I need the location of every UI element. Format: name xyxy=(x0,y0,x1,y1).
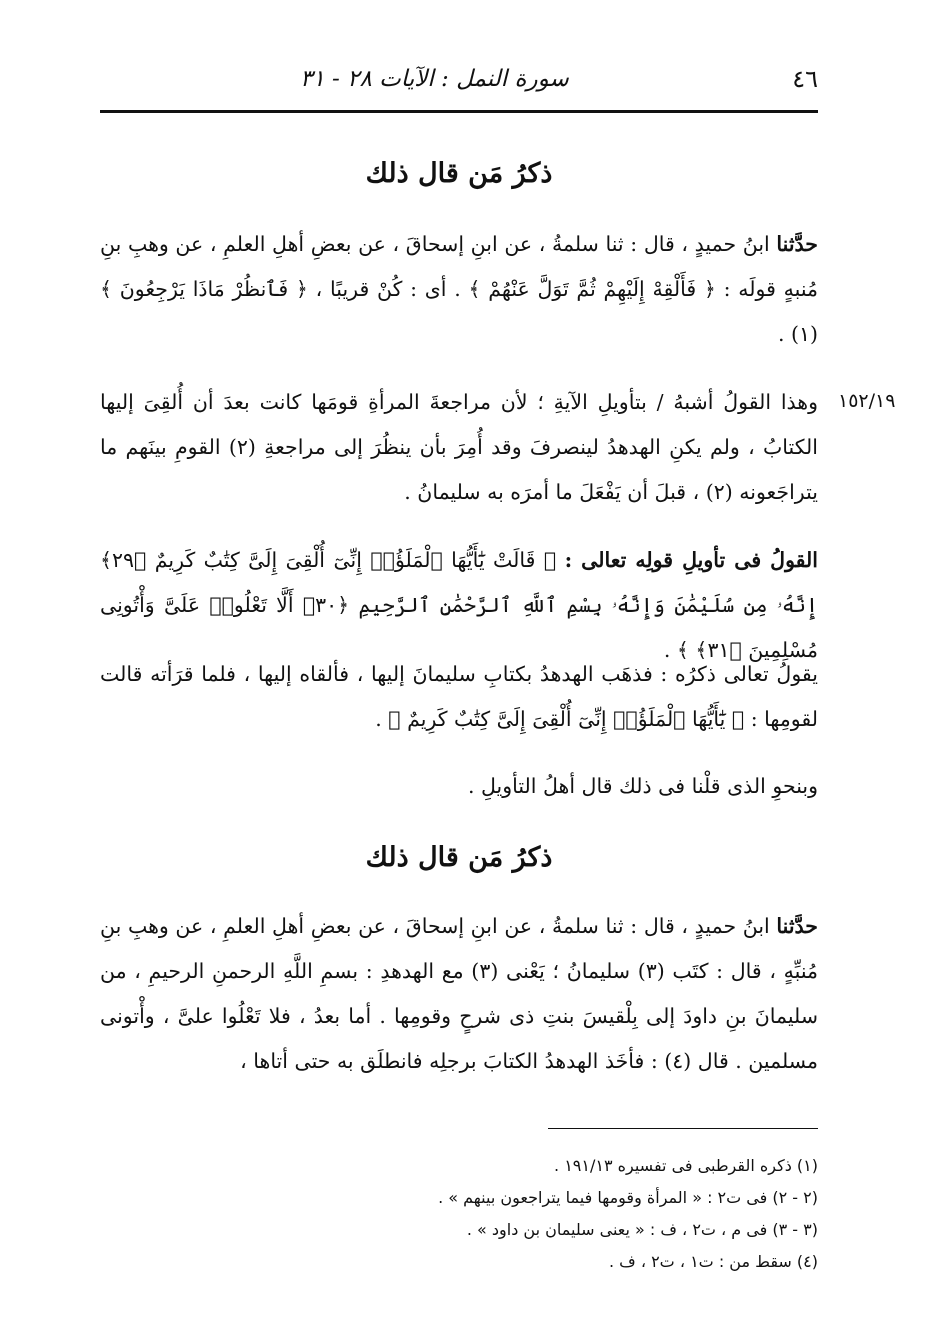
paragraph-4-text: يقولُ تعالى ذكرُه : فذهَب الهدهدُ بكتابِ سليمانَ إليها ، فألقاه إليها ، فلما قرَأته قالت لقومِها : ﴿ يَٰٓأَيُّهَا ٱلْمَلَؤُا۟ إِنِّىٓ أُلْقِىَ إِلَىَّ كِتَٰبٌ كَرِيمٌ ﴾ . xyxy=(100,662,818,731)
paragraph-1-text: ابنُ حميدٍ ، قال : ثنا سلمةُ ، عن ابنِ إسحاقَ ، عن بعضِ أهلِ العلمِ ، عن وهبِ بنِ مُنبهٍ قولَه : ﴿ فَأَلْقِهْ إِلَيْهِمْ ثُمَّ تَوَلَّ عَنْهُمْ ﴾ . أى : كُنْ قريبًا ، ﴿ فَٱنظُرْ مَاذَا يَرْجِعُونَ ﴾ (١) . xyxy=(100,232,818,346)
footnote-4: (٤) سقط من : ت١ ، ت٢ ، ف . xyxy=(608,1252,818,1271)
section-heading-1: ذكرُ مَن قال ذلك xyxy=(365,158,553,189)
paragraph-6-text: ابنُ حميدٍ ، قال : ثنا سلمةُ ، عن ابنِ إسحاقَ ، عن بعضِ أهلِ العلمِ ، عن وهبِ بنِ مُنبِّهٍ ، قال : كتَب (٣) سليمانُ ؛ يَعْنى (٣) مع الهدهدِ : بسمِ اللَّهِ الرحمنِ الرحيمِ ، من سليمانَ بنِ داودَ إلى بِلْقيسَ بنتِ ذى شرحٍ وقومِها . أما بعدُ ، فلا تَعْلُوا علىَّ ، وأْتونى مسلمين . قال (٤) : فأخَذ الهدهدُ الكتابَ برجلِه فانطلَق به حتى أتاها ، xyxy=(100,914,818,1073)
page-number: ٤٦ xyxy=(792,65,818,93)
paragraph-6 xyxy=(100,904,818,1084)
margin-reference: ١٥٢/١٩ xyxy=(838,390,896,412)
footnote-1: (١) ذكره القرطبى فى تفسيره ١٩١/١٣ . xyxy=(554,1156,818,1175)
paragraph-2 xyxy=(100,380,818,515)
paragraph-5-text: وبنحوِ الذى قلْنا فى ذلك قال أهلُ التأويلِ . xyxy=(467,774,818,798)
footnote-2: (٢ - ٢) فى ت٢ : « المرأة وقومها فيما يتراجعون بينهم » . xyxy=(438,1188,818,1207)
running-header xyxy=(100,62,818,96)
running-title: سورة النمل : الآيات ٢٨ - ٣١ xyxy=(300,66,569,92)
header-rule xyxy=(100,110,818,113)
footnote-3: (٣ - ٣) فى م ، ت٢ ، ف : « يعنى سليمان بن داود » . xyxy=(466,1220,818,1239)
paragraph-3-lead: القولُ فى تأويلِ قولِه تعالى : xyxy=(564,548,818,572)
paragraph-1-lead: حدَّثنا xyxy=(776,232,818,256)
paragraph-2-text: وهذا القولُ أشبهُ / بتأويلِ الآيةِ ؛ لأن مراجعةَ المرأةِ قومَها كانت بعدَ أن أُلقِىَ إليها الكتابُ ، ولم يكنِ الهدهدُ لينصرفَ وقد أُمِرَ بأن ينظُرَ إلى مراجعةِ (٢) القومِ بينَهم ما يتراجَعونه (٢) ، قبلَ أن يَفْعَلَ ما أمرَه به سليمانُ . xyxy=(100,390,818,504)
paragraph-6-lead: حدَّثنا xyxy=(776,914,818,938)
paragraph-1 xyxy=(100,222,818,357)
footnote-rule xyxy=(548,1128,818,1129)
paragraph-3-ayah: ﴿ قَالَتْ يَٰٓأَيُّهَا ٱلْمَلَؤُا۟ إِنِّىٓ أُلْقِىَ إِلَىَّ كِتَٰبٌ كَرِيمٌ ﴿٢٩﴾ إِنَّهُۥ مِن سُلَيْمَٰنَ وَإِنَّهُۥ بِسْمِ ٱللَّهِ ٱلرَّحْمَٰنِ ٱلرَّحِيمِ ﴿٣٠﴾ أَلَّا تَعْلُوا۟ عَلَىَّ وَأْتُونِى مُسْلِمِينَ ﴿٣١﴾ ﴾ . xyxy=(100,548,818,662)
paragraph-5 xyxy=(100,764,818,809)
paragraph-4 xyxy=(100,652,818,742)
footnotes xyxy=(100,1150,818,1278)
section-heading-2: ذكرُ مَن قال ذلك xyxy=(365,842,553,873)
